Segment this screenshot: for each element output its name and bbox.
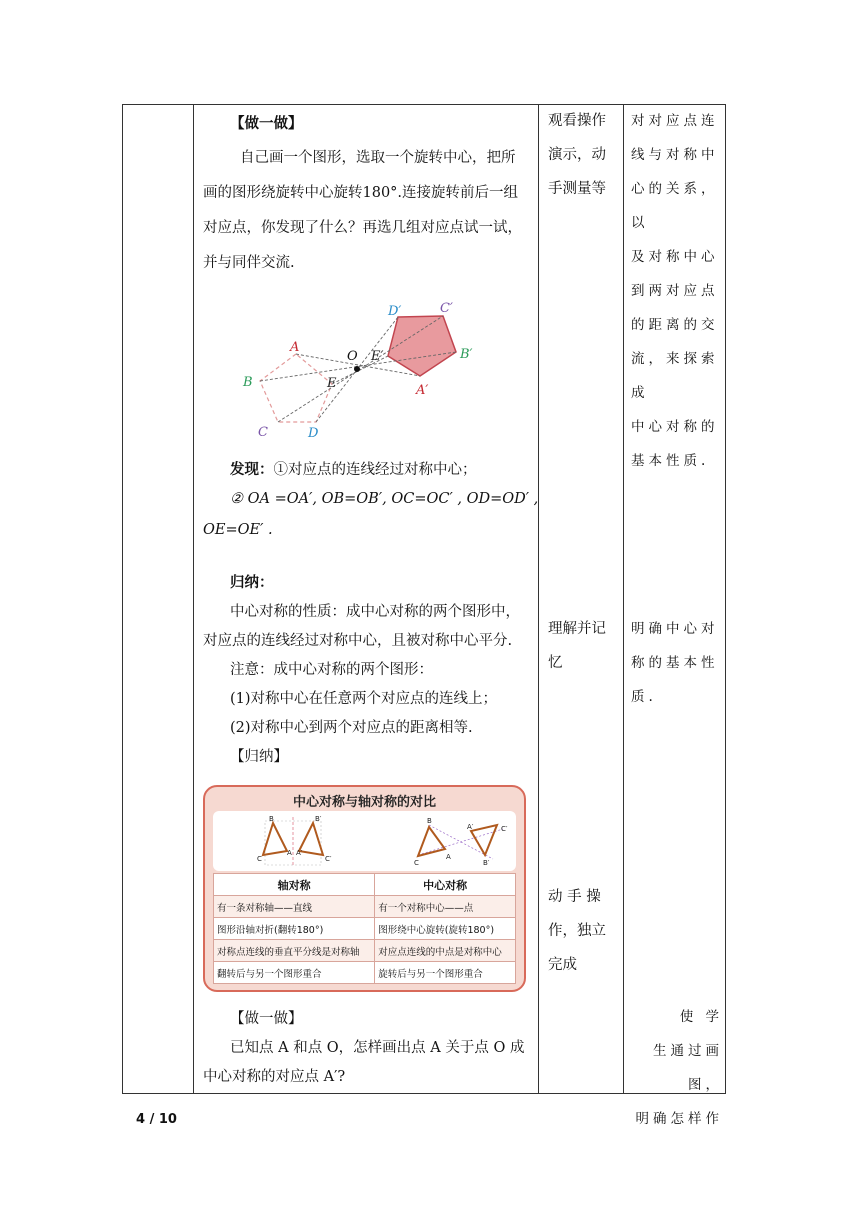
intent-a (631, 104, 723, 478)
intent-line: 质. (631, 689, 657, 705)
fig2-label-b: B (427, 817, 432, 825)
fig1-label-b: B (269, 815, 274, 823)
intent-line: 对对应点连 (631, 113, 719, 129)
column-divider-2 (538, 105, 539, 1093)
table-cell: 图形绕中心旋转(旋转180°) (375, 918, 516, 940)
activity-line: 忆 (548, 655, 563, 671)
finding-text: ①对应点的连线经过对称中心； (273, 462, 477, 478)
label-a-prime: A′ (416, 383, 429, 398)
table-cell: 有一条对称轴——直线 (214, 896, 375, 918)
intent-line: 称的基本性 (631, 655, 719, 671)
card-figure-svg (213, 811, 516, 871)
label-d-prime: D′ (388, 304, 402, 319)
intent-line: 线与对称中 (631, 147, 719, 163)
intent-line: 流，来探索成 (631, 351, 719, 401)
fig1-label-c: C (257, 855, 262, 863)
induction-line: (1)对称中心在任意两个对应点的连线上； (230, 691, 498, 707)
label-e-prime: E′ (371, 349, 384, 364)
intent-line: 及对称中心 (631, 249, 719, 265)
activity-line: 观看操作 (548, 113, 606, 129)
page-number: 4 / 10 (136, 1112, 177, 1127)
central-symmetry-figure (414, 817, 508, 867)
activity-line: 手测量等 (548, 181, 606, 197)
original-pentagon (260, 354, 332, 422)
label-b-prime: B′ (460, 347, 473, 362)
intent-line: 的距离的交 (631, 317, 719, 333)
activity-b (548, 612, 618, 680)
activity-line: 作，独立 (548, 923, 606, 939)
column-divider-3 (623, 105, 624, 1093)
section1-line: 画的图形绕旋转中心旋转180°.连接旋转前后一组 (203, 185, 519, 201)
label-d: D (308, 426, 319, 441)
column-divider-1 (193, 105, 194, 1093)
induction-line: (2)对称中心到两个对应点的距离相等. (230, 720, 473, 736)
label-o: O (347, 349, 358, 364)
intent-c (631, 1000, 723, 1136)
comparison-table (213, 873, 516, 984)
section1-heading: 【做一做】 (230, 115, 303, 132)
table-row (214, 962, 516, 984)
intent-line: 明确中心对 (631, 621, 719, 637)
section2-line1: 已知点 A 和点 O，怎样画出点 A 关于点 O 成 (230, 1040, 525, 1056)
fig1-label-b-prime: B′ (315, 815, 322, 823)
section1-line: 自己画一个图形，选取一个旋转中心，把所 (240, 150, 516, 166)
fig2-label-a: A (446, 853, 451, 861)
section1-line: 并与同伴交流. (203, 255, 295, 271)
activity-line: 动 手 操 (548, 889, 601, 905)
label-e: E (327, 376, 337, 391)
activity-line: 演示，动 (548, 147, 606, 163)
intent-line: 基本性质. (631, 453, 710, 469)
induction-line: 对应点的连线经过对称中心，且被对称中心平分. (203, 633, 513, 649)
table-cell: 图形沿轴对折(翻转180°) (214, 918, 375, 940)
fig2-label-a-prime: A′ (467, 823, 474, 831)
activity-line: 理解并记 (548, 621, 606, 637)
fig1-label-a: A (287, 849, 292, 857)
fig2-label-c-prime: C′ (501, 825, 508, 833)
intent-line: 使 学 (679, 1009, 723, 1025)
finding-line2: ② OA =OA′, OB=OB′, OC=OC′ , OD=OD′ , (230, 491, 539, 507)
table-row (214, 940, 516, 962)
intent-line: 明确怎样作 (635, 1111, 723, 1127)
table-row (214, 896, 516, 918)
card-title: 中心对称与轴对称的对比 (292, 795, 436, 810)
induction-label: 归纳： (230, 574, 274, 591)
section2-heading: 【做一做】 (230, 1011, 303, 1027)
intent-line: 到两对应点 (631, 283, 719, 299)
induction-line: 注意：成中心对称的两个图形： (230, 662, 433, 678)
table-row (214, 918, 516, 940)
label-b: B (243, 375, 253, 390)
section1-line: 对应点，你发现了什么？再选几组对应点试一试， (203, 220, 522, 236)
label-c-prime: C′ (440, 301, 453, 316)
induction-line: 中心对称的性质：成中心对称的两个图形中， (230, 604, 520, 620)
intent-line: 中心对称的 (631, 419, 719, 435)
label-c: C (258, 425, 268, 440)
label-a: A (290, 340, 300, 355)
fig1-label-a-prime: A′ (296, 849, 303, 857)
table-cell: 翻转后与另一个图形重合 (214, 962, 375, 984)
header-axis-symmetry: 轴对称 (214, 874, 375, 896)
table-cell: 有一个对称中心——点 (375, 896, 516, 918)
activity-line: 完成 (548, 957, 577, 973)
fig2-label-b-prime: B′ (483, 859, 490, 867)
finding-line3: OE=OE′ . (203, 522, 273, 538)
card-figures (213, 811, 516, 871)
table-cell: 旋转后与另一个图形重合 (375, 962, 516, 984)
induction-heading2: 【归纳】 (230, 749, 288, 765)
fig2-label-c: C (414, 859, 419, 867)
section2-line2: 中心对称的对应点 A′? (203, 1069, 346, 1085)
axis-symmetry-figure (257, 815, 332, 867)
rotated-pentagon (388, 316, 456, 376)
fig1-label-c-prime: C′ (325, 855, 332, 863)
table-cell: 对应点连线的中点是对称中心 (375, 940, 516, 962)
center-point-o (354, 366, 360, 372)
intent-line: 心的关系，以 (631, 181, 719, 231)
intent-line: 生通过画图， (653, 1043, 723, 1093)
activity-a (548, 104, 618, 206)
comparison-card (203, 785, 526, 992)
finding-line1 (230, 460, 477, 480)
intent-b (631, 612, 723, 714)
rotation-figure (230, 296, 490, 442)
table-cell: 对称点连线的垂直平分线是对称轴 (214, 940, 375, 962)
finding-label: 发现： (230, 461, 274, 478)
header-central-symmetry: 中心对称 (375, 874, 516, 896)
activity-c (548, 880, 618, 982)
